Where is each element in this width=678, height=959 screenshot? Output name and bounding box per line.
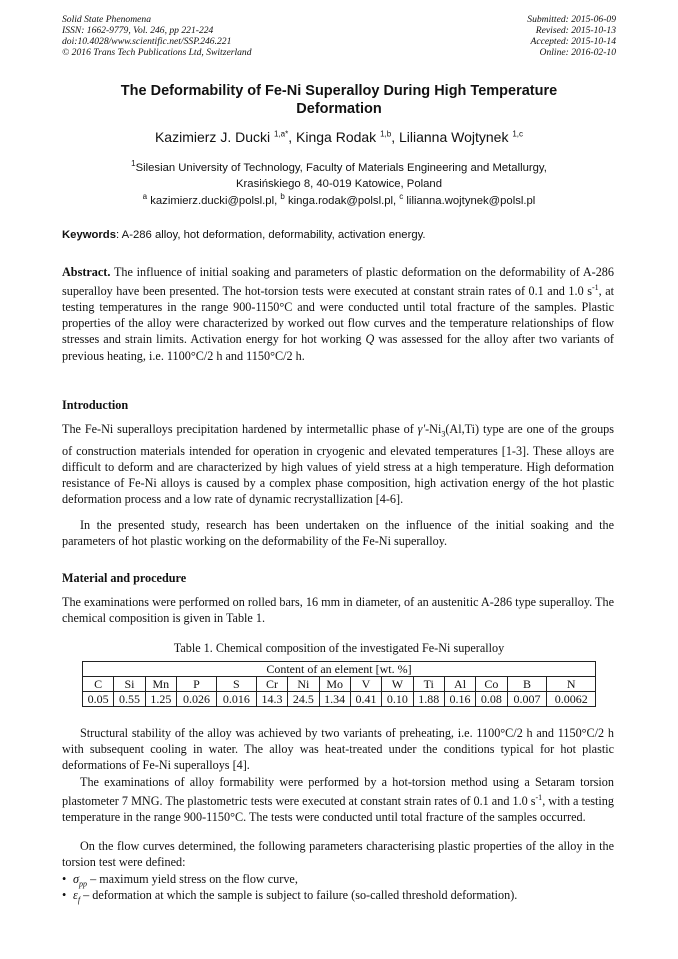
date-online: Online: 2016-02-10 bbox=[539, 47, 616, 58]
table-cell-value: 0.10 bbox=[382, 692, 413, 707]
table-cell-value: 0.026 bbox=[177, 692, 217, 707]
table-cell-value: 0.16 bbox=[444, 692, 475, 707]
table-header: Content of an element [wt. %] bbox=[83, 662, 596, 677]
table-cell-element: Si bbox=[114, 677, 145, 692]
journal-issn: ISSN: 1662-9779, Vol. 246, pp 221-224 bbox=[62, 25, 214, 36]
table-cell-value: 0.007 bbox=[507, 692, 547, 707]
table-cell-element: Cr bbox=[256, 677, 287, 692]
table-cell-element: C bbox=[83, 677, 114, 692]
abstract-label: Abstract. bbox=[62, 265, 111, 279]
keywords: Keywords: A-286 alloy, hot deformation, deformability, activation energy. bbox=[62, 229, 426, 241]
table-cell-value: 0.08 bbox=[476, 692, 507, 707]
table-cell-element: V bbox=[350, 677, 381, 692]
table-cell-value: 0.41 bbox=[350, 692, 381, 707]
table-cell-element: Ni bbox=[288, 677, 319, 692]
section-heading-material: Material and procedure bbox=[62, 571, 187, 585]
author-name: , Kinga Rodak bbox=[288, 129, 381, 145]
email-link[interactable]: kinga.rodak@polsl.pl, bbox=[284, 194, 400, 207]
author-list: Kazimierz J. Ducki $^{1,a*}$, Kinga Rodak $^{1,b}$, Lilianna Wojtynek $^{1,c}$ bbox=[154, 129, 524, 145]
material-paragraph: The examinations were performed on rolled bars, 16 mm in diameter, of an austenitic A-286 type superalloy. The chemical composition is given in Table 1. bbox=[62, 595, 614, 626]
publication-dates bbox=[527, 14, 616, 58]
table-cell-value: 0.55 bbox=[114, 692, 145, 707]
author-name: Kazimierz J. Ducki bbox=[154, 129, 274, 145]
table-cell-element: Mo bbox=[319, 677, 350, 692]
body-paragraph: Structural stability of the alloy was achieved by two variants of preheating, i.e. 1100°C/2 h and 1150°C/2 h with subsequent cooling in water. The alloy was heat-treated under the conditions typical for hot plastic deformations of Fe-Ni superalloys [4]. bbox=[62, 726, 614, 773]
intro-paragraph: The Fe-Ni superalloys precipitation hardened by intermetallic phase of $\gamma'-Ni_3(Al,Ti)$ type are one of the groups of construction materials intended for operation in cryogenic and elevated temperatures [1-3]. These alloys are difficult to deform and are characterized by high values of yield stress at a high temperature. High deformation resistance of Fe-Ni alloys is caused by a complex phase composition, high activation energy of the hot plastic deformation process and a low rate of dynamic recrystallization [4-6]. bbox=[62, 422, 614, 506]
table-cell-element: P bbox=[177, 677, 217, 692]
table-cell-value: 14.3 bbox=[256, 692, 287, 707]
table-row bbox=[83, 677, 596, 692]
list-item: • $\varepsilon_f$ – deformation at which the sample is subject to failure (so-called threshold deformation). bbox=[62, 888, 518, 905]
abstract: Abstract. The influence of initial soaking and parameters of plastic deformation on the deformability of A-286 superalloy have been presented. The hot-torsion tests were executed at constant strain rates of 0.1 and 1.0 $s^{-1}$, at testing temperatures in the range 900-1150°C and were conducted until total fracture of the samples. Plastic properties of the alloy were characterized by worked out flow curves and the temperature relationships of flow stresses and strain limits. Activation energy for hot working Q was assessed for the alloy after two variants of previous heating, i.e. 1100°C/2 h and 1150°C/2 h. bbox=[62, 265, 615, 363]
author-name: , Lilianna Wojtynek bbox=[391, 129, 513, 145]
table-cell-element: Co bbox=[476, 677, 507, 692]
journal-copyright: © 2016 Trans Tech Publications Ltd, Switzerland bbox=[62, 47, 252, 58]
date-accepted: Accepted: 2015-10-14 bbox=[530, 36, 616, 47]
date-revised: Revised: 2015-10-13 bbox=[535, 25, 616, 36]
journal-info bbox=[62, 14, 252, 58]
table-cell-value: 1.88 bbox=[413, 692, 444, 707]
email-link[interactable]: kazimierz.ducki@polsl.pl, bbox=[147, 194, 281, 207]
paper-title: The Deformability of Fe-Ni Superalloy During High Temperature Deformation bbox=[120, 83, 558, 117]
table-cell-element: W bbox=[382, 677, 413, 692]
table-caption: Table 1. Chemical composition of the investigated Fe-Ni superalloy bbox=[173, 641, 505, 655]
table-cell-value: 0.0062 bbox=[547, 692, 596, 707]
intro-paragraph: In the presented study, research has been undertaken on the influence of the initial soaking and the parameters of hot plastic working on the deformability of the Fe-Ni superalloy. bbox=[62, 518, 614, 549]
table-cell-value: 1.25 bbox=[145, 692, 176, 707]
list-item: • $\sigma_{pp}$ – maximum yield stress on the flow curve, bbox=[62, 872, 298, 889]
journal-name: Solid State Phenomena bbox=[62, 14, 151, 25]
table-cell-element: S bbox=[216, 677, 256, 692]
table-cell-element: N bbox=[547, 677, 596, 692]
table-cell-element: Ti bbox=[413, 677, 444, 692]
table-cell-value: 1.34 bbox=[319, 692, 350, 707]
table-cell-element: B bbox=[507, 677, 547, 692]
author-emails: $^a$ kazimierz.ducki@polsl.pl, $^b$ kinga.rodak@polsl.pl, $^c$ lilianna.wojtynek@polsl.pl bbox=[142, 192, 536, 207]
table-cell-value: 0.05 bbox=[83, 692, 114, 707]
table-row bbox=[83, 692, 596, 707]
table-cell-element: Mn bbox=[145, 677, 176, 692]
table-cell-value: 0.016 bbox=[216, 692, 256, 707]
body-paragraph: On the flow curves determined, the following parameters characterising plastic properties of the alloy in the torsion test were defined: bbox=[62, 839, 614, 870]
body-paragraph: The examinations of alloy formability were performed by a hot-torsion method using a Setaram torsion plastometer 7 MNG. The plastometric tests were executed at constant strain rates of 0.1 and 1.0 $s^{-1}$, with a testing temperature in the range 900-1150°C. The tests were conducted until total fracture of the samples occurred. bbox=[62, 775, 614, 825]
journal-doi[interactable]: doi:10.4028/www.scientific.net/SSP.246.221 bbox=[62, 36, 232, 47]
section-heading-introduction: Introduction bbox=[62, 398, 129, 412]
table-cell-element: Al bbox=[444, 677, 475, 692]
date-submitted: Submitted: 2015-06-09 bbox=[527, 14, 616, 25]
composition-table bbox=[82, 661, 596, 707]
table-cell-value: 24.5 bbox=[288, 692, 319, 707]
email-link[interactable]: lilianna.wojtynek@polsl.pl bbox=[403, 194, 536, 207]
affiliation: $^1$Silesian University of Technology, Faculty of Materials Engineering and Metallurgy, Krasińskiego 8, 40-019 Katowice, Poland bbox=[131, 159, 547, 190]
